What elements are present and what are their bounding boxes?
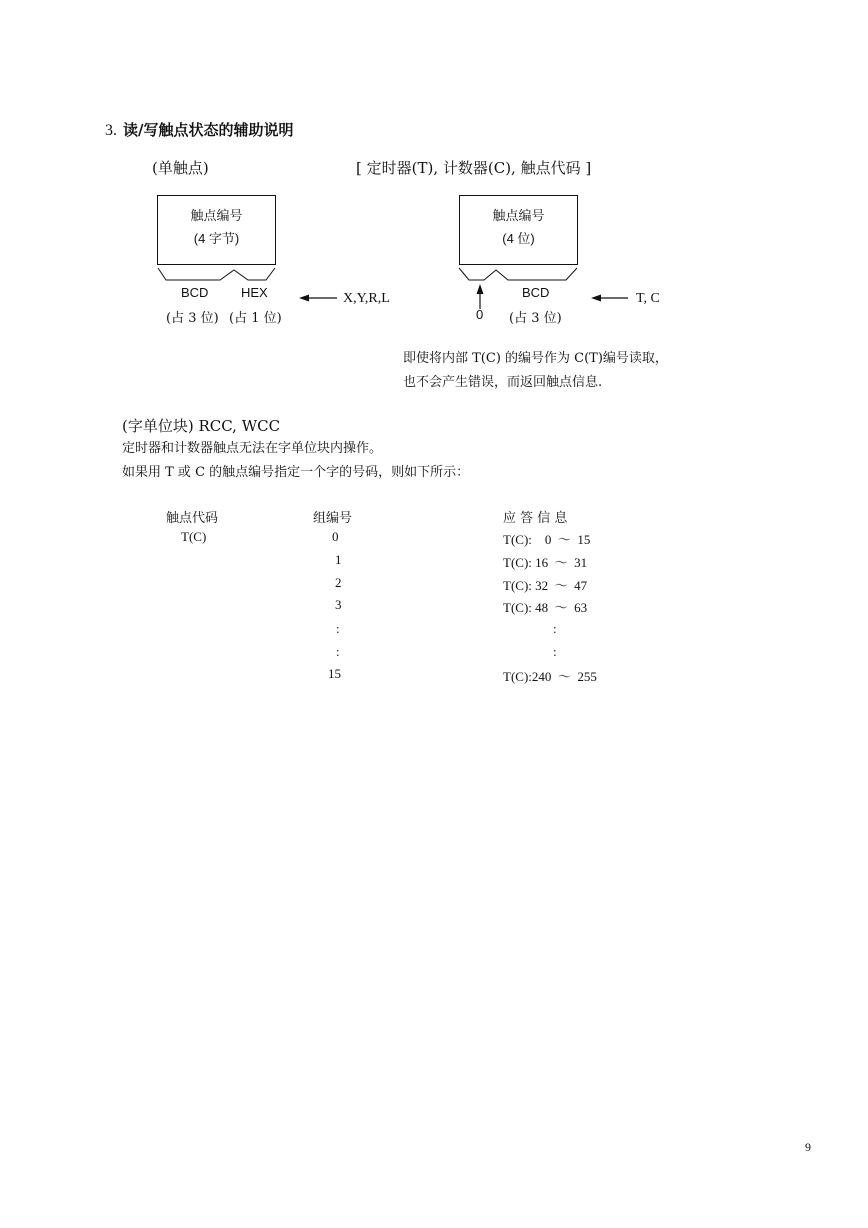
single-contact-bcd: BCD (181, 285, 209, 300)
table-header-contact-code: 触点代码 (166, 511, 219, 526)
timer-counter-arrowhead (591, 295, 601, 302)
timer-counter-label: [ 定时器(T), 计数器(C), 触点代码 ] (356, 159, 592, 177)
table-contact-code: T(C) (181, 529, 207, 544)
timer-counter-arrow-label: T, C (636, 291, 660, 306)
single-contact-brace (158, 268, 275, 280)
section-number: 3. (105, 122, 117, 139)
table-row-response-4: : (553, 621, 557, 636)
timer-counter-bcd: BCD (522, 285, 550, 300)
timer-counter-up-arrowhead (477, 284, 484, 294)
single-contact-box-line1: 触点编号 (190, 209, 243, 224)
table-row-response-0: T(C): 0 ～ 15 (503, 532, 591, 547)
table-row-group-5: : (336, 644, 340, 659)
timer-counter-note-line2: 也不会产生错误，而返回触点信息. (403, 375, 603, 390)
timer-counter-brace (459, 268, 577, 280)
timer-counter-box (459, 195, 578, 265)
single-contact-bcd-note: (占 3 位) (166, 311, 219, 326)
word-block-line1: 定时器和计数器触点无法在字单位块内操作。 (122, 441, 383, 456)
table-row-response-2: T(C): 32 ～ 47 (503, 578, 588, 593)
word-block-line2: 如果用 T 或 C 的触点编号指定一个字的号码，则如下所示： (122, 465, 470, 480)
table-row-group-2: 2 (335, 575, 342, 590)
single-contact-hex: HEX (241, 285, 268, 300)
table-row-group-3: 3 (335, 597, 342, 612)
page-number: 9 (805, 1140, 811, 1154)
single-contact-arrow-label: X,Y,R,L (343, 291, 390, 306)
timer-counter-box-line1: 触点编号 (492, 209, 545, 224)
table-header-response: 应 答 信 息 (503, 511, 568, 526)
table-header-group: 组编号 (313, 511, 353, 526)
timer-counter-note-line1: 即使将内部 T(C) 的编号作为 C(T)编号读取， (403, 351, 668, 366)
timer-counter-box-line2: (4 位) (502, 231, 535, 246)
single-contact-label: (单触点) (152, 159, 209, 177)
timer-counter-bcd-note: (占 3 位) (509, 311, 562, 326)
single-contact-box-line2: (4 字节) (193, 231, 240, 246)
single-contact-arrowhead (299, 295, 309, 302)
table-row-group-1: 1 (335, 552, 342, 567)
table-row-response-6: T(C):240 ～ 255 (503, 669, 597, 684)
word-block-label: (字单位块) RCC, WCC (122, 417, 281, 435)
single-contact-hex-note: (占 1 位) (229, 311, 282, 326)
table-row-response-3: T(C): 48 ～ 63 (503, 600, 588, 615)
table-row-group-6: 15 (328, 666, 341, 681)
timer-counter-zero: 0 (476, 307, 484, 322)
table-row-response-5: : (553, 644, 557, 659)
table-row-group-0: 0 (332, 529, 339, 544)
table-row-response-1: T(C): 16 ～ 31 (503, 555, 588, 570)
table-row-group-4: : (336, 621, 340, 636)
section-title: 读/写触点状态的辅助说明 (123, 121, 294, 139)
